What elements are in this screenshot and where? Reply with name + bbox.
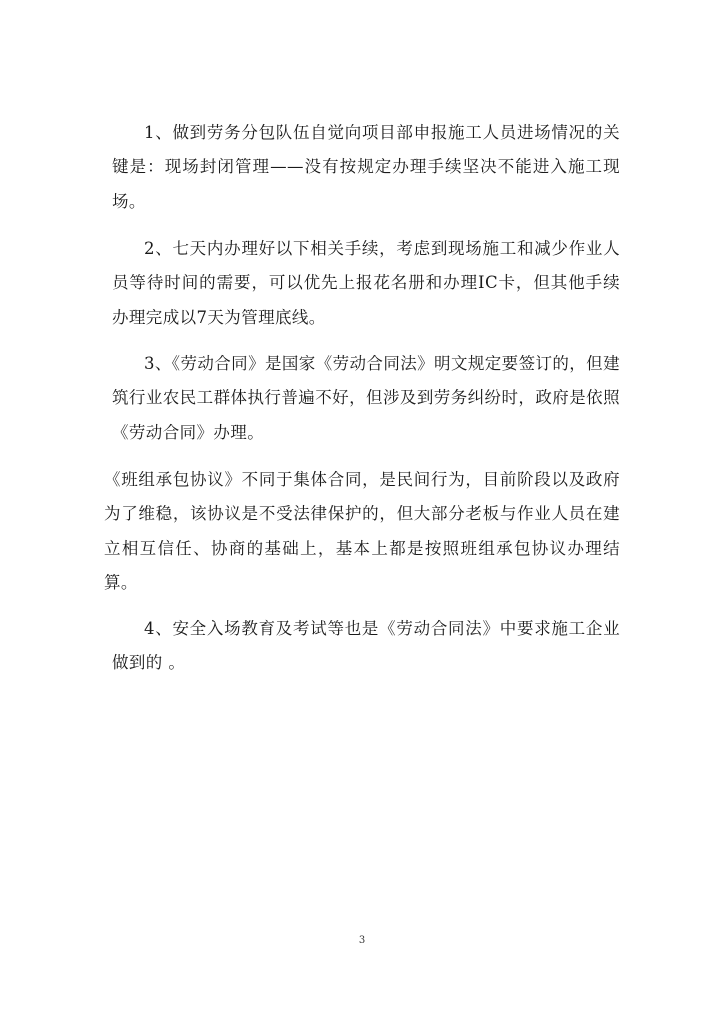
page-number: 3 <box>358 935 366 946</box>
paragraph-2: 2、七天内办理好以下相关手续，考虑到现场施工和减少作业人员等待时间的需要，可以优先上报花名册和办理IC卡，但其他手续办理完成以7天为管理底线。 <box>112 238 620 327</box>
paragraph-1: 1、做到劳务分包队伍自觉向项目部申报施工人员进场情况的关键是：现场封闭管理——没有按规定办理手续坚决不能进入施工现场。 <box>112 122 620 211</box>
paragraph-4: 《班组承包协议》不同于集体合同，是民间行为，目前阶段以及政府为了维稳，该协议是不受法律保护的，但大部分老板与作业人员在建立相互信任、协商的基础上，基本上都是按照班组承包协议办理结算。 <box>104 469 620 592</box>
paragraph-3: 3、《劳动合同》是国家《劳动合同法》明文规定要签订的，但建筑行业农民工群体执行普遍不好，但涉及到劳务纠纷时，政府是依照《劳动合同》办理。 <box>112 353 620 442</box>
paragraph-5: 4、安全入场教育及考试等也是《劳动合同法》中要求施工企业做到的 。 <box>112 618 620 672</box>
